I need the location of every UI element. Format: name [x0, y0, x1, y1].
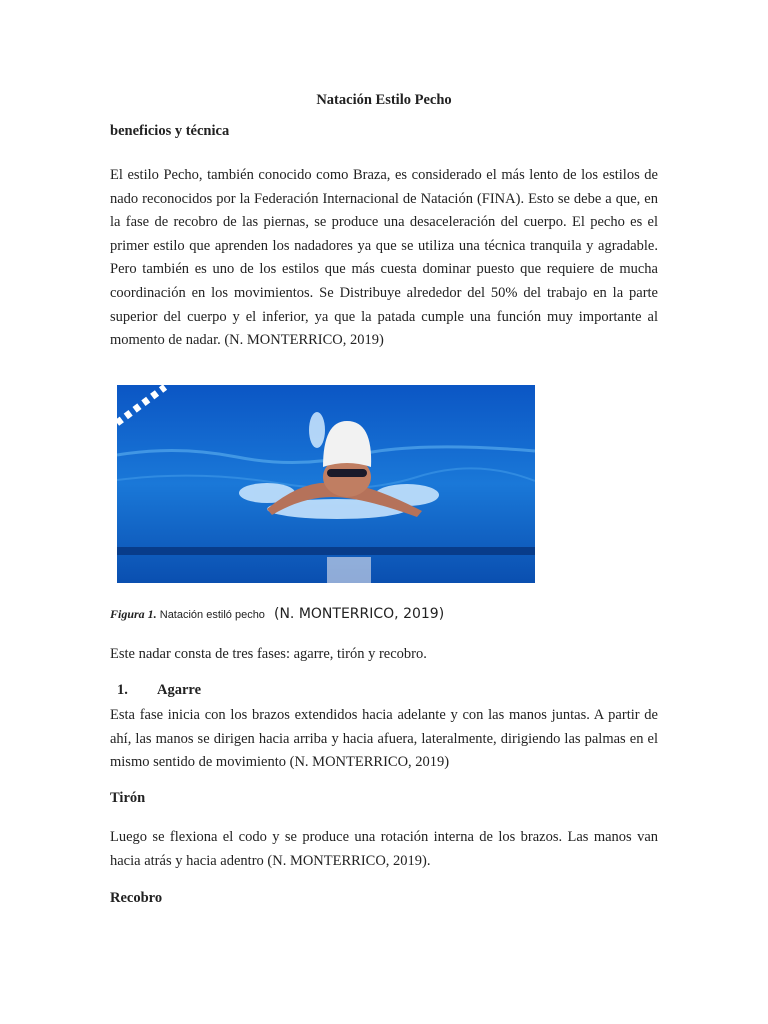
- tiron-paragraph: Luego se flexiona el codo y se produce una rotación interna de los brazos. Las manos van hacia atrás y hacia adentro (N. MONTERRICO, 2019).: [110, 829, 658, 869]
- section-heading-agarre: [117, 682, 201, 699]
- section-number: 1.: [117, 682, 128, 698]
- figure-text: Natación estiló pecho: [159, 609, 265, 621]
- section-heading-tiron: Tirón: [110, 790, 146, 806]
- intro-paragraph: El estilo Pecho, también conocido como Braza, es considerado el más lento de los estilos de nado reconocidos por la Federación Internacional de Natación (FINA). Esto se debe a que, en la fase de recobro de las piernas, se produce una desaceleración del cuerpo. El pecho es el primer estilo que aprenden los nadadores ya que se utiliza una técnica tranquila y agradable. Pero también es uno de los estilos que más cuesta dominar puesto que requiere de mucha coordinación en los movimientos. Se Distribuye alrededor del 50% del trabajo en la parte superior del cuerpo y el inferior, ya que la patada cumple una función muy importante al momento de nadar. (N. MONTERRICO, 2019): [110, 167, 658, 349]
- figure-label: Figura 1.: [110, 607, 157, 621]
- page-subtitle: beneficios y técnica: [110, 123, 230, 139]
- figure-citation: (N. MONTERRICO, 2019): [274, 606, 445, 622]
- swimmer-illustration: [117, 385, 535, 583]
- section-heading-recobro: Recobro: [110, 890, 163, 906]
- figure-caption: [110, 606, 444, 622]
- section-title: Agarre: [157, 682, 202, 698]
- phases-intro: Este nadar consta de tres fases: agarre, tirón y recobro.: [110, 646, 427, 662]
- agarre-paragraph: Esta fase inicia con los brazos extendidos hacia adelante y con las manos juntas. A partir de ahí, las manos se dirigen hacia arriba y hacia afuera, lateralmente, dirigiendo las palmas en el mismo sentido de movimiento (N. MONTERRICO, 2019): [110, 707, 658, 771]
- page-title: Natación Estilo Pecho: [316, 92, 452, 108]
- swimmer-photo: [117, 385, 535, 583]
